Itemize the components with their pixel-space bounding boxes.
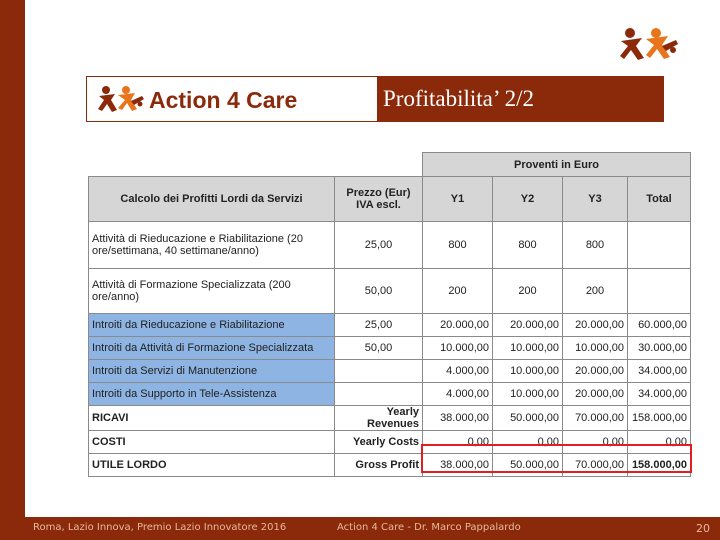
row-total: 158.000,00: [628, 454, 691, 477]
row-label: Introiti da Supporto in Tele-Assistenza: [89, 383, 335, 406]
title-banner: [86, 76, 664, 122]
row-y3: 20.000,00: [563, 383, 628, 406]
row-label: RICAVI: [89, 406, 335, 431]
row-y3: 20.000,00: [563, 360, 628, 383]
row-y2: 10.000,00: [493, 383, 563, 406]
row-y1: 200: [423, 269, 493, 314]
table-row: [89, 222, 691, 269]
row-total: 0,00: [628, 431, 691, 454]
table-spacer: [335, 153, 423, 177]
header-price: Prezzo (Eur) IVA escl.: [335, 177, 423, 222]
brand-name: Action 4 Care: [149, 87, 298, 113]
row-label: Attività di Formazione Specializzata (200 ore/anno): [89, 269, 335, 314]
row-label: COSTI: [89, 431, 335, 454]
table-row: [89, 454, 691, 477]
row-y1: 4.000,00: [423, 383, 493, 406]
row-y1: 38.000,00: [423, 454, 493, 477]
row-price: 50,00: [335, 269, 423, 314]
row-y3: 0,00: [563, 431, 628, 454]
table-row: [89, 406, 691, 431]
row-y2: 20.000,00: [493, 314, 563, 337]
row-total: 30.000,00: [628, 337, 691, 360]
row-y2: 0,00: [493, 431, 563, 454]
table-row: [89, 337, 691, 360]
row-price: [335, 360, 423, 383]
table-group-header-row: [89, 153, 691, 177]
row-price: 50,00: [335, 337, 423, 360]
group-header-proventi: Proventi in Euro: [423, 153, 691, 177]
footer-author: Action 4 Care - Dr. Marco Pappalardo: [337, 522, 521, 533]
left-accent-bar: [0, 0, 25, 540]
row-price: [335, 383, 423, 406]
row-label: Attività di Rieducazione e Riabilitazione (20 ore/settimana, 40 settimane/anno): [89, 222, 335, 269]
row-y1: 10.000,00: [423, 337, 493, 360]
row-total: 34.000,00: [628, 360, 691, 383]
row-label: Introiti da Attività di Formazione Specializzata: [89, 337, 335, 360]
table-row: [89, 360, 691, 383]
footer-event: Roma, Lazio Innova, Premio Lazio Innovatore 2016: [33, 522, 287, 533]
row-y2: 10.000,00: [493, 337, 563, 360]
table-row: [89, 269, 691, 314]
table-row: [89, 314, 691, 337]
header-service: Calcolo dei Profitti Lordi da Servizi: [89, 177, 335, 222]
action4care-logo-icon: [618, 24, 680, 64]
row-y2: 50.000,00: [493, 454, 563, 477]
table-header-row: [89, 177, 691, 222]
brand-logo: [91, 81, 371, 117]
row-y2: 800: [493, 222, 563, 269]
row-total: [628, 222, 691, 269]
row-total: 60.000,00: [628, 314, 691, 337]
slide-title: Profitabilita’ 2/2: [377, 77, 664, 121]
row-y1: 0,00: [423, 431, 493, 454]
row-y1: 800: [423, 222, 493, 269]
footer-bar: [25, 517, 720, 540]
row-y2: 10.000,00: [493, 360, 563, 383]
header-y1: Y1: [423, 177, 493, 222]
row-y2: 200: [493, 269, 563, 314]
table-row: [89, 431, 691, 454]
row-total: [628, 269, 691, 314]
row-y3: 70.000,00: [563, 406, 628, 431]
action4care-logo-icon: [97, 83, 145, 115]
row-y3: 20.000,00: [563, 314, 628, 337]
row-total: 158.000,00: [628, 406, 691, 431]
row-y1: 38.000,00: [423, 406, 493, 431]
row-label: Introiti da Rieducazione e Riabilitazione: [89, 314, 335, 337]
row-y2: 50.000,00: [493, 406, 563, 431]
row-y3: 800: [563, 222, 628, 269]
header-y3: Y3: [563, 177, 628, 222]
header-total: Total: [628, 177, 691, 222]
row-y1: 4.000,00: [423, 360, 493, 383]
row-price: 25,00: [335, 314, 423, 337]
profit-table: [88, 152, 691, 477]
row-price: Gross Profit: [335, 454, 423, 477]
header-y2: Y2: [493, 177, 563, 222]
page-number: 20: [696, 522, 710, 535]
row-price: Yearly Costs: [335, 431, 423, 454]
table-row: [89, 383, 691, 406]
row-y3: 10.000,00: [563, 337, 628, 360]
row-label: Introiti da Servizi di Manutenzione: [89, 360, 335, 383]
table-spacer: [89, 153, 335, 177]
row-y3: 200: [563, 269, 628, 314]
row-price: 25,00: [335, 222, 423, 269]
row-y3: 70.000,00: [563, 454, 628, 477]
row-price: Yearly Revenues: [335, 406, 423, 431]
row-total: 34.000,00: [628, 383, 691, 406]
row-label: UTILE LORDO: [89, 454, 335, 477]
row-y1: 20.000,00: [423, 314, 493, 337]
